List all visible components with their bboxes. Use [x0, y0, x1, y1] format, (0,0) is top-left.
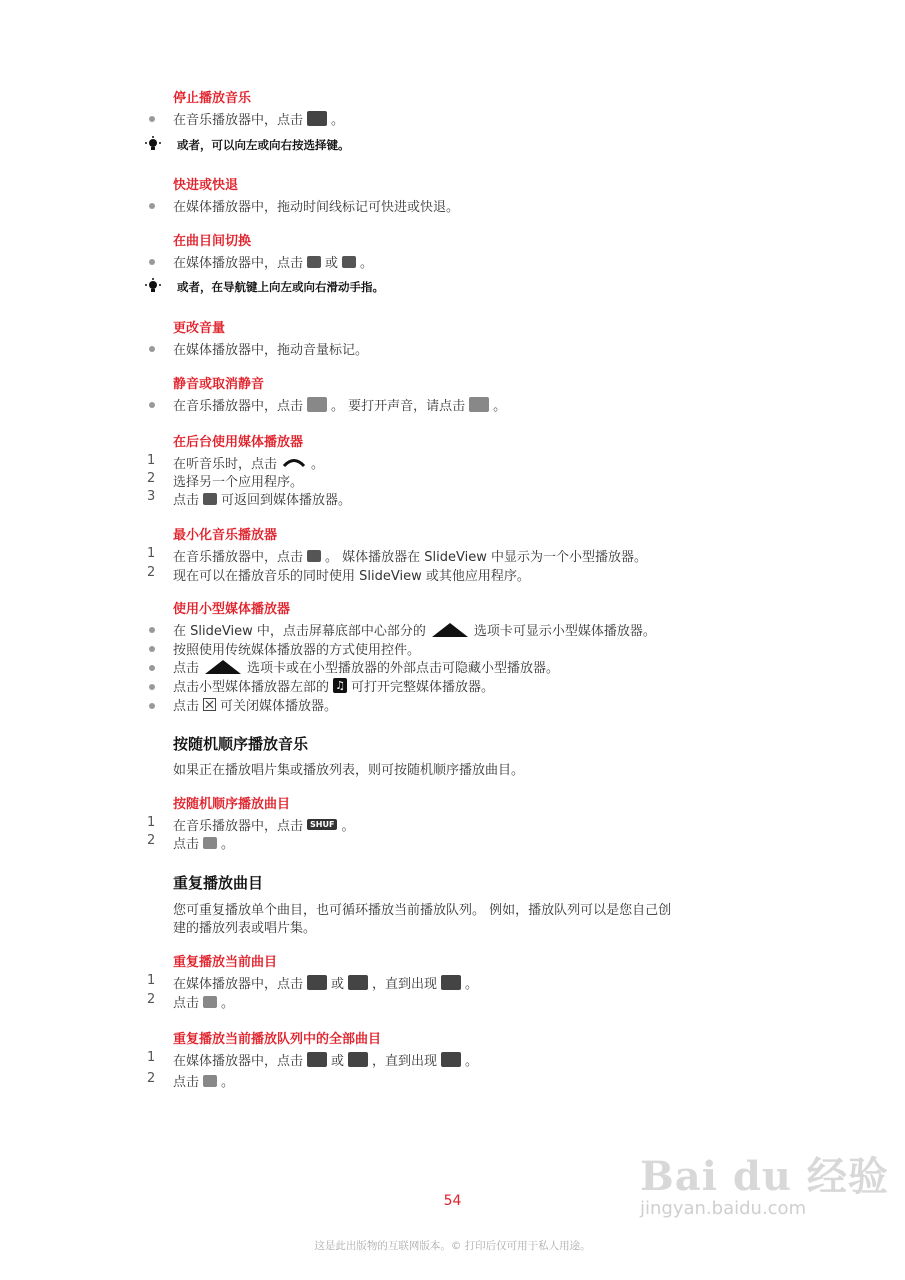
item-text-end: 。 — [311, 457, 325, 472]
item-text-end: 。 — [465, 977, 479, 992]
footer-note: 这是此出版物的互联网版本。© 打印后仅可用于私人用途。 — [314, 1240, 591, 1252]
page-number: 54 — [443, 1193, 462, 1209]
heading-volume: 更改音量 — [173, 321, 226, 336]
item-text: 在音乐播放器中，点击 — [173, 399, 304, 414]
item-text-end: 。 — [360, 256, 374, 271]
item-text-end: 选项卡或在小型播放器的外部点击可隐藏小型播放器。 — [247, 661, 560, 676]
tab-triangle-icon — [205, 660, 241, 674]
speaker-icon — [307, 397, 327, 412]
item-text: 点击 — [173, 1075, 200, 1090]
step-item — [173, 565, 530, 584]
section-title-repeat: 重复播放曲目 — [173, 874, 264, 892]
step-item — [173, 546, 647, 565]
heading-shuffle-tracks: 按随机顺序播放曲目 — [173, 797, 291, 812]
paragraph — [173, 917, 316, 936]
list-item — [173, 339, 368, 358]
end-call-icon — [281, 457, 307, 469]
bullet-dot — [149, 259, 155, 265]
item-text-end: 可关闭媒体播放器。 — [220, 699, 338, 714]
minimize-icon — [307, 550, 321, 562]
heading-background: 在后台使用媒体播放器 — [173, 435, 304, 450]
repeat-off-icon — [307, 975, 327, 990]
bullet-dot — [149, 627, 155, 633]
play-icon — [203, 837, 217, 849]
item-text-mid: ，直到出现 — [372, 1054, 438, 1069]
item-text: 在媒体播放器中，点击 — [173, 1054, 304, 1069]
item-text-end: 。 — [331, 113, 345, 128]
step-number: 2 — [147, 471, 156, 486]
step-number: 2 — [147, 565, 156, 580]
step-item — [173, 833, 234, 852]
tip-bulb-icon — [144, 136, 162, 152]
step-item — [173, 489, 351, 508]
step-number: 2 — [147, 992, 156, 1007]
step-item — [173, 1071, 234, 1090]
step-number: 1 — [147, 815, 156, 830]
bullet-dot — [149, 346, 155, 352]
previous-track-icon — [342, 256, 356, 268]
list-item — [173, 639, 420, 658]
item-text: 在音乐播放器中，点击 — [173, 113, 304, 128]
repeat-all-icon — [348, 975, 368, 990]
play-icon — [203, 996, 217, 1008]
step-number: 1 — [147, 546, 156, 561]
item-text: 在媒体播放器中，点击 — [173, 977, 304, 992]
item-text: 在媒体播放器中，拖动时间线标记可快进或快退。 — [173, 200, 460, 215]
bullet-dot — [149, 203, 155, 209]
tip-text: 或者，可以向左或向右按选择键。 — [177, 138, 350, 152]
item-text-end: 。 — [341, 819, 355, 834]
repeat-one-icon — [441, 975, 461, 990]
list-item — [173, 657, 559, 676]
item-text: 点击 — [173, 493, 200, 508]
bullet-dot — [149, 684, 155, 690]
item-text: 在音乐播放器中，点击 — [173, 819, 304, 834]
repeat-one-icon — [348, 1052, 368, 1067]
item-text: 现在可以在播放音乐的同时使用 SlideView 或其他应用程序。 — [173, 569, 530, 584]
heading-mini-player: 使用小型媒体播放器 — [173, 602, 291, 617]
next-track-icon — [307, 256, 321, 268]
item-text-end: 。 — [465, 1054, 479, 1069]
step-item — [173, 1050, 478, 1069]
speaker-muted-icon — [469, 397, 489, 412]
heading-switch-tracks: 在曲目间切换 — [173, 234, 252, 249]
step-number: 2 — [147, 1071, 156, 1086]
item-text-mid: 或 — [331, 1054, 345, 1069]
heading-fast-forward: 快进或快退 — [173, 178, 239, 193]
item-text: 选择另一个应用程序。 — [173, 475, 304, 490]
item-text-mid: 或 — [325, 256, 339, 271]
tip-bulb-icon — [144, 278, 162, 294]
bullet-dot — [149, 703, 155, 709]
item-text: 点击 — [173, 996, 200, 1011]
step-item — [173, 453, 324, 472]
heading-minimize: 最小化音乐播放器 — [173, 528, 278, 543]
paragraph-text: 如果正在播放唱片集或播放列表，则可按随机顺序播放曲目。 — [173, 763, 525, 778]
bullet-dot — [149, 665, 155, 671]
watermark-url: jingyan.baidu.com — [640, 1198, 807, 1219]
step-number: 2 — [147, 833, 156, 848]
repeat-all-icon — [441, 1052, 461, 1067]
paragraph — [173, 759, 524, 778]
item-text: 在媒体播放器中，点击 — [173, 256, 304, 271]
tab-triangle-icon — [432, 623, 468, 637]
heading-stop-music: 停止播放音乐 — [173, 91, 252, 106]
list-item — [173, 676, 494, 695]
item-text-mid: ，直到出现 — [372, 977, 438, 992]
heading-repeat-current: 重复播放当前曲目 — [173, 955, 278, 970]
media-player-icon — [203, 493, 217, 505]
item-text-end: 。 — [493, 399, 507, 414]
paragraph — [173, 899, 671, 918]
repeat-off-icon — [307, 1052, 327, 1067]
step-number: 3 — [147, 489, 156, 504]
item-text: 点击 — [173, 837, 200, 852]
item-text-end: 。 媒体播放器在 SlideView 中显示为一个小型播放器。 — [325, 550, 647, 565]
item-text: 按照使用传统媒体播放器的方式使用控件。 — [173, 643, 421, 658]
item-text-end: 可返回到媒体播放器。 — [221, 493, 352, 508]
item-text: 点击 — [173, 661, 200, 676]
step-item — [173, 471, 303, 490]
item-text-end: 。 — [221, 837, 235, 852]
bullet-dot — [149, 646, 155, 652]
bullet-dot — [149, 116, 155, 122]
item-text: 点击小型媒体播放器左部的 — [173, 680, 330, 695]
step-number: 1 — [147, 973, 156, 988]
list-item — [173, 620, 656, 639]
item-text: 在媒体播放器中，拖动音量标记。 — [173, 343, 369, 358]
section-title-shuffle: 按随机顺序播放音乐 — [173, 735, 309, 753]
list-item — [173, 196, 459, 215]
shuffle-icon: SHUF — [307, 819, 337, 830]
heading-mute: 静音或取消静音 — [173, 377, 265, 392]
item-text: 在 SlideView 中，点击屏幕底部中心部分的 — [173, 624, 426, 639]
tip-text: 或者，在导航键上向左或向右滑动手指。 — [177, 280, 384, 294]
step-item — [173, 973, 478, 992]
item-text: 点击 — [173, 699, 200, 714]
list-item — [173, 109, 344, 128]
list-item — [173, 395, 506, 414]
item-text-mid: 。 要打开声音，请点击 — [331, 399, 466, 414]
step-number: 1 — [147, 453, 156, 468]
heading-repeat-queue: 重复播放当前播放队列中的全部曲目 — [173, 1032, 382, 1047]
item-text-end: 可打开完整媒体播放器。 — [351, 680, 495, 695]
pause-icon — [307, 111, 327, 126]
step-item — [173, 992, 234, 1011]
item-text: 在音乐播放器中，点击 — [173, 550, 304, 565]
paragraph-text: 您可重复播放单个曲目，也可循环播放当前播放队列。 例如，播放队列可以是您自己创 — [173, 903, 672, 918]
music-note-icon: ♫ — [333, 678, 347, 693]
item-text-end: 选项卡可显示小型媒体播放器。 — [473, 624, 656, 639]
bullet-dot — [149, 402, 155, 408]
item-text-end: 。 — [221, 996, 235, 1011]
list-item — [173, 252, 373, 271]
play-icon — [203, 1075, 217, 1087]
item-text-mid: 或 — [331, 977, 345, 992]
step-item — [173, 815, 354, 834]
item-text-end: 。 — [221, 1075, 235, 1090]
paragraph-text: 建的播放列表或唱片集。 — [173, 921, 317, 936]
watermark-brand: Bai du 经验 — [640, 1153, 889, 1200]
list-item — [173, 695, 337, 714]
item-text: 在听音乐时，点击 — [173, 457, 278, 472]
close-box-icon — [203, 698, 216, 711]
step-number: 1 — [147, 1050, 156, 1065]
